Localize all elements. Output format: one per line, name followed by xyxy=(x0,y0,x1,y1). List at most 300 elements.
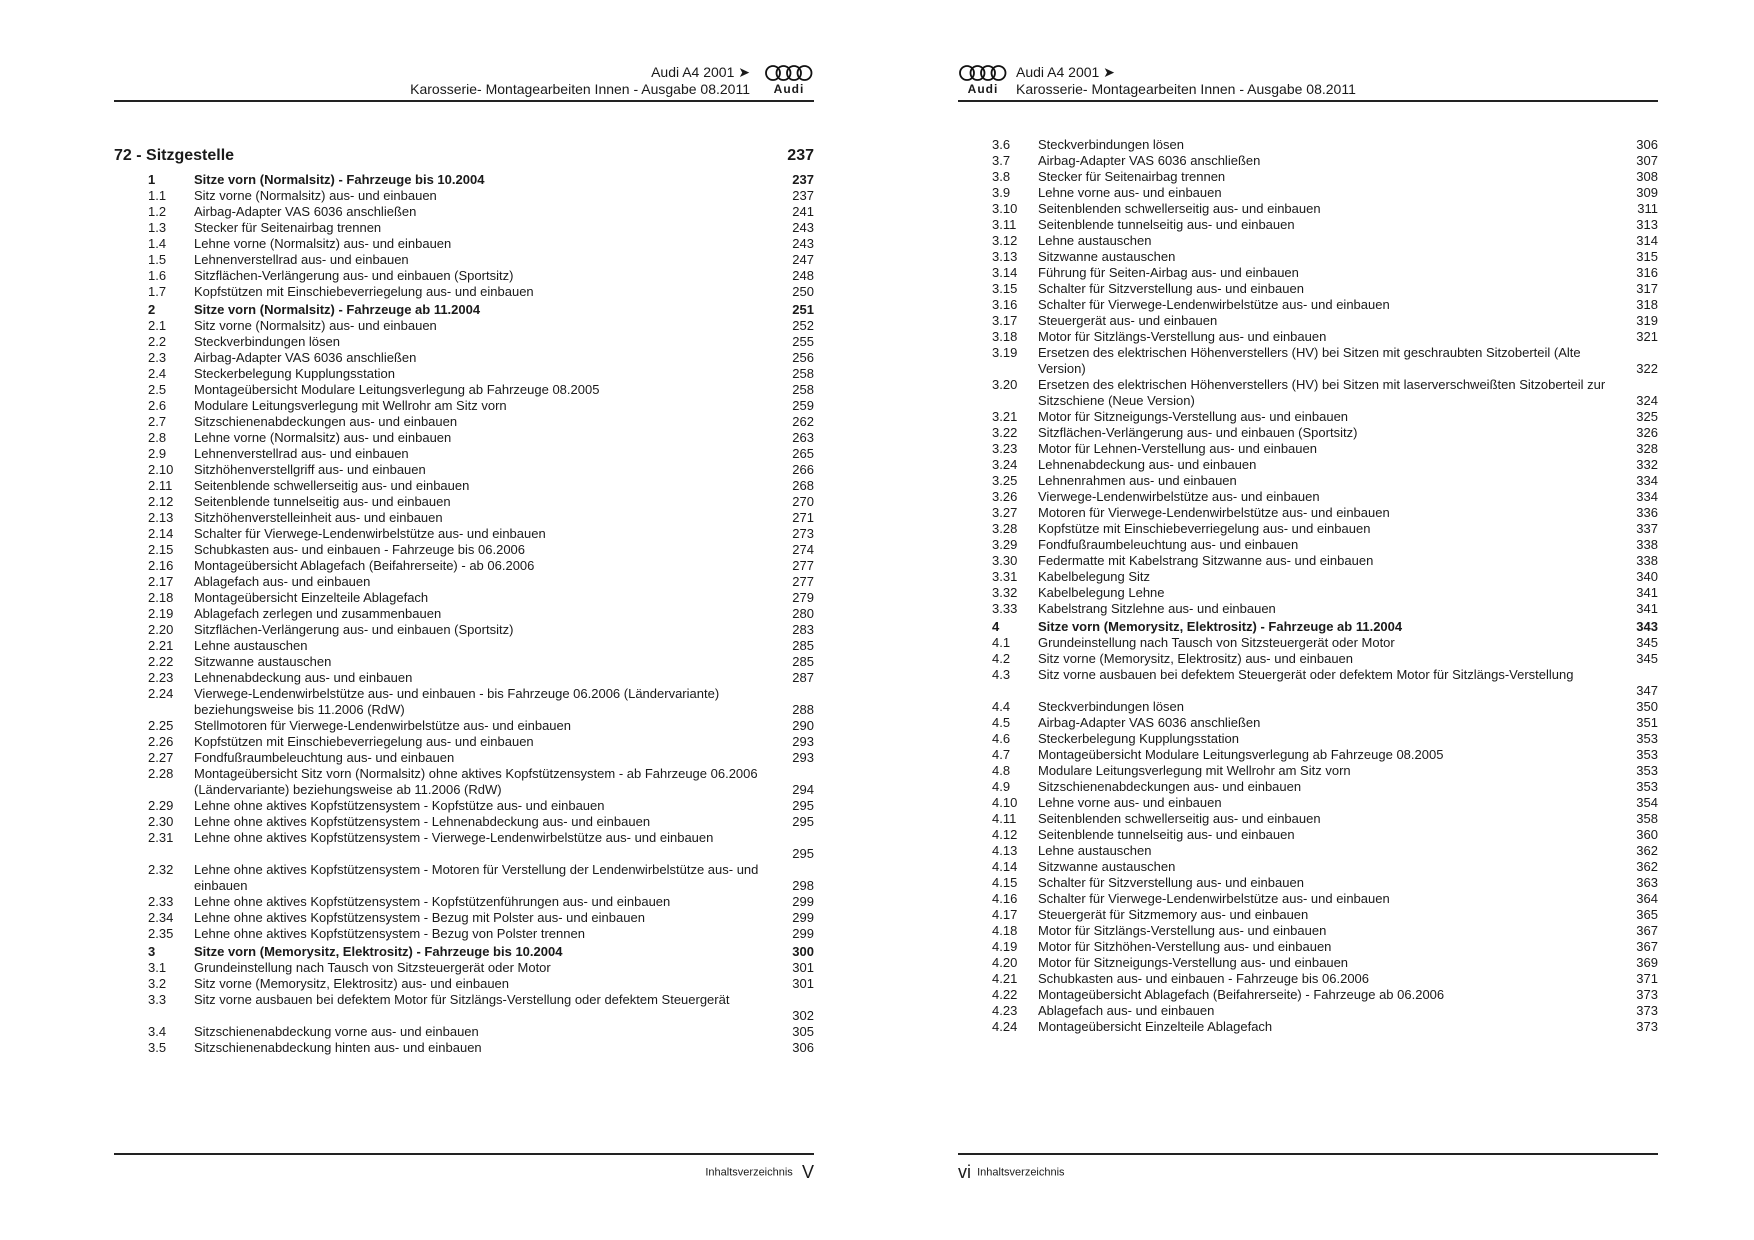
toc-entry-title: Stecker für Seitenairbag trennen xyxy=(1038,169,1226,184)
toc-entry xyxy=(114,398,814,414)
toc-entry-title: Sitzschienenabdeckungen aus- und einbauen xyxy=(1038,779,1302,794)
toc-entry-number: 4.14 xyxy=(992,859,1018,874)
toc-entry-title: Kopfstützen mit Einschiebeverriegelung aus- und einbauen xyxy=(194,734,534,749)
toc-entry-page: 285 xyxy=(792,638,814,653)
toc-entry-title: Airbag-Adapter VAS 6036 anschließen xyxy=(1038,153,1261,168)
toc-entry-number: 4.6 xyxy=(992,731,1011,746)
toc-entry-title: Steuergerät für Sitzmemory aus- und einbauen xyxy=(1038,907,1309,922)
toc-entry xyxy=(958,345,1658,377)
toc-entry-title: Seitenblende tunnelseitig aus- und einbauen xyxy=(1038,217,1295,232)
model-title: Audi A4 2001 ➤ xyxy=(1016,64,1115,80)
toc-entry xyxy=(114,992,814,1024)
header-divider xyxy=(114,100,814,102)
toc-entry-page: 314 xyxy=(1636,233,1658,248)
toc-entry xyxy=(114,976,814,992)
toc-entry-title: Schubkasten aus- und einbauen - Fahrzeuge bis 06.2006 xyxy=(194,542,526,557)
toc-entry-title: Seitenblende tunnelseitig aus- und einbauen xyxy=(1038,827,1295,842)
toc-entry xyxy=(958,875,1658,891)
toc-entry-page: 317 xyxy=(1636,281,1658,296)
toc-entry-title: Motoren für Vierwege-Lendenwirbelstütze aus- und einbauen xyxy=(1038,505,1390,520)
toc-entry-page: 373 xyxy=(1636,987,1658,1002)
toc-entry-title: Sitzhöhenverstelleinheit aus- und einbauen xyxy=(194,510,443,525)
toc-entry-number: 2.32 xyxy=(148,862,174,877)
toc-entry-page: 299 xyxy=(792,926,814,941)
toc-entry-page: 337 xyxy=(1636,521,1658,536)
toc-entry-number: 2.8 xyxy=(148,430,167,445)
toc-entry-number: 2.29 xyxy=(148,798,174,813)
toc-entry xyxy=(114,334,814,350)
toc-entry xyxy=(114,462,814,478)
toc-entry xyxy=(114,220,814,236)
toc-entry-page: 243 xyxy=(792,236,814,251)
toc-entry-number: 3.3 xyxy=(148,992,167,1007)
toc-entry-number: 4.3 xyxy=(992,667,1011,682)
toc-entry-page: 302 xyxy=(792,1008,814,1023)
toc-entry-number: 1.1 xyxy=(148,188,167,203)
toc-entry-title: Montageübersicht Modulare Leitungsverlegung ab Fahrzeuge 08.2005 xyxy=(194,382,600,397)
toc-entry xyxy=(114,414,814,430)
toc-entry-number: 2.24 xyxy=(148,686,174,701)
toc-entry xyxy=(114,750,814,766)
toc-entry-number: 3.18 xyxy=(992,329,1018,344)
toc-entry xyxy=(958,201,1658,217)
toc-entry xyxy=(958,891,1658,907)
brand-wordmark: Audi xyxy=(967,82,999,96)
toc-entry xyxy=(958,795,1658,811)
toc-entry-title: Sitze vorn (Memorysitz, Elektrositz) - Fahrzeuge ab 11.2004 xyxy=(1038,619,1403,634)
toc-entry-title: Sitze vorn (Normalsitz) - Fahrzeuge bis 10.2004 xyxy=(194,172,485,187)
page-footer xyxy=(705,1162,814,1183)
toc-entry-number: 2.11 xyxy=(148,478,173,493)
toc-entry xyxy=(958,827,1658,843)
toc-entry-page: 293 xyxy=(792,750,814,765)
toc-entry xyxy=(958,747,1658,763)
toc-entry-number: 3.31 xyxy=(992,569,1018,584)
toc-entry-page: 283 xyxy=(792,622,814,637)
footer-label: Inhaltsverzeichnis xyxy=(705,1166,793,1179)
toc-entry xyxy=(958,635,1658,651)
toc-entry-title: Ersetzen des elektrischen Höhenverstellers (HV) bei Sitzen mit geschraubten Sitzoberteil (Alte Version) xyxy=(1038,345,1581,376)
toc-entry-page: 332 xyxy=(1636,457,1658,472)
toc-entry-title: Schalter für Vierwege-Lendenwirbelstütze aus- und einbauen xyxy=(1038,297,1390,312)
toc-entry-number: 3.28 xyxy=(992,521,1018,536)
toc-entry xyxy=(114,188,814,204)
toc-entry xyxy=(958,521,1658,537)
toc-entry-page: 321 xyxy=(1636,329,1658,344)
header-divider xyxy=(958,100,1658,102)
toc-entry-title: Lehne ohne aktives Kopfstützensystem - Bezug mit Polster aus- und einbauen xyxy=(194,910,645,925)
toc-entry-page: 373 xyxy=(1636,1019,1658,1034)
toc-entry-page: 299 xyxy=(792,894,814,909)
toc-entry-page: 308 xyxy=(1636,169,1658,184)
manual-subtitle: Karosserie- Montagearbeiten Innen - Ausgabe 08.2011 xyxy=(410,81,750,97)
toc-entry-title: Vierwege-Lendenwirbelstütze aus- und einbauen xyxy=(1038,489,1320,504)
toc-entry-title: Schalter für Vierwege-Lendenwirbelstütze aus- und einbauen xyxy=(1038,891,1390,906)
toc-entry-page: 334 xyxy=(1636,473,1658,488)
toc-entry-page: 277 xyxy=(792,558,814,573)
footer-label: Inhaltsverzeichnis xyxy=(977,1166,1065,1179)
toc-entry-page: 367 xyxy=(1636,939,1658,954)
toc-entry-number: 3.16 xyxy=(992,297,1018,312)
toc-entry-title: Lehne austauschen xyxy=(1038,843,1152,858)
toc-entry-page: 315 xyxy=(1636,249,1658,264)
toc-entry-page: 345 xyxy=(1636,635,1658,650)
toc-entry-number: 3 xyxy=(148,944,156,959)
audi-logo xyxy=(958,64,1008,98)
toc-entry xyxy=(958,153,1658,169)
toc-entry-number: 2.5 xyxy=(148,382,167,397)
toc-entry xyxy=(958,553,1658,569)
toc-entry-title: Fondfußraumbeleuchtung aus- und einbauen xyxy=(194,750,455,765)
toc-entry xyxy=(958,185,1658,201)
toc-entry-number: 2.31 xyxy=(148,830,174,845)
toc-entry-title: Stecker für Seitenairbag trennen xyxy=(194,220,382,235)
toc-entry-page: 298 xyxy=(792,878,814,893)
toc-entry-page: 295 xyxy=(792,814,814,829)
toc-entry-number: 4.5 xyxy=(992,715,1011,730)
toc-entry-page: 241 xyxy=(792,204,814,219)
toc-entry-number: 3.32 xyxy=(992,585,1018,600)
toc-entry-number: 4.9 xyxy=(992,779,1011,794)
toc-entry-number: 4.12 xyxy=(992,827,1018,842)
toc-entry-title: Motor für Sitzhöhen-Verstellung aus- und einbauen xyxy=(1038,939,1332,954)
toc-entry-title: Sitz vorne ausbauen bei defektem Motor für Sitzlängs-Verstellung oder defektem Steuergerät xyxy=(194,992,730,1007)
toc-entry-page: 367 xyxy=(1636,923,1658,938)
toc-entry-page: 362 xyxy=(1636,859,1658,874)
toc-entry-title: Sitzwanne austauschen xyxy=(194,654,332,669)
toc-entry-title: Montageübersicht Einzelteile Ablagefach xyxy=(1038,1019,1273,1034)
toc-entry-title: Führung für Seiten-Airbag aus- und einbauen xyxy=(1038,265,1299,280)
toc-entry-page: 273 xyxy=(792,526,814,541)
toc-entry-page: 307 xyxy=(1636,153,1658,168)
toc-entry xyxy=(958,265,1658,281)
toc-entry-page: 345 xyxy=(1636,651,1658,666)
toc-entry-page: 271 xyxy=(792,510,814,525)
toc-entry-title: Sitzflächen-Verlängerung aus- und einbauen (Sportsitz) xyxy=(194,268,514,283)
toc-entry-title: Lehne austauschen xyxy=(1038,233,1152,248)
toc-entry-number: 3.13 xyxy=(992,249,1018,264)
toc-entry-number: 2.23 xyxy=(148,670,174,685)
toc-entry-page: 290 xyxy=(792,718,814,733)
toc-entry xyxy=(958,137,1658,153)
toc-entry-title: Stellmotoren für Vierwege-Lendenwirbelstütze aus- und einbauen xyxy=(194,718,571,733)
toc-entry-number: 3.30 xyxy=(992,553,1018,568)
toc-entry-title: Modulare Leitungsverlegung mit Wellrohr am Sitz vorn xyxy=(1038,763,1351,778)
toc-entry-number: 2.33 xyxy=(148,894,174,909)
toc-entry-number: 4.1 xyxy=(992,635,1011,650)
toc-entry-number: 4.22 xyxy=(992,987,1018,1002)
toc-entry-number: 4.17 xyxy=(992,907,1018,922)
toc-entry-page: 360 xyxy=(1636,827,1658,842)
toc-entry-number: 3.29 xyxy=(992,537,1018,552)
toc-entry-page: 340 xyxy=(1636,569,1658,584)
toc-entry-number: 2.18 xyxy=(148,590,174,605)
toc-entry-number: 1.7 xyxy=(148,284,167,299)
toc-entry-page: 285 xyxy=(792,654,814,669)
toc-entry xyxy=(958,585,1658,601)
toc-entry xyxy=(114,366,814,382)
toc-entry xyxy=(114,430,814,446)
toc-entry-page: 243 xyxy=(792,220,814,235)
toc-entry-title: Schalter für Sitzverstellung aus- und einbauen xyxy=(1038,281,1304,296)
toc-entry xyxy=(958,489,1658,505)
toc-entry-number: 2.25 xyxy=(148,718,174,733)
toc-entry-number: 4.15 xyxy=(992,875,1018,890)
toc-entry-page: 343 xyxy=(1636,619,1658,634)
toc-entry-number: 3.2 xyxy=(148,976,167,991)
toc-entry-title: Schalter für Vierwege-Lendenwirbelstütze aus- und einbauen xyxy=(194,526,546,541)
toc-entry xyxy=(114,494,814,510)
toc-entry xyxy=(958,569,1658,585)
toc-entry-number: 3.4 xyxy=(148,1024,167,1039)
toc-entry xyxy=(114,766,814,798)
toc-entry-page: 311 xyxy=(1637,201,1658,216)
toc-entry-number: 3.9 xyxy=(992,185,1011,200)
toc-entry-page: 318 xyxy=(1636,297,1658,312)
toc-entry-page: 358 xyxy=(1636,811,1658,826)
toc-entry-page: 259 xyxy=(792,398,814,413)
toc-entry-title: Sitz vorne ausbauen bei defektem Steuergerät oder defektem Motor für Sitzlängs-Verstellung xyxy=(1038,667,1574,682)
toc-entry-number: 2.14 xyxy=(148,526,174,541)
toc-entry-page: 263 xyxy=(792,430,814,445)
toc-entry-number: 2.15 xyxy=(148,542,174,557)
toc-entry-number: 4.4 xyxy=(992,699,1011,714)
toc-entry-title: Lehnenabdeckung aus- und einbauen xyxy=(194,670,413,685)
toc-entry-number: 3.7 xyxy=(992,153,1011,168)
toc-entry xyxy=(958,763,1658,779)
toc-entry-title: Kopfstützen mit Einschiebeverriegelung aus- und einbauen xyxy=(194,284,534,299)
toc-entry-page: 295 xyxy=(792,798,814,813)
toc-entry xyxy=(114,1040,814,1056)
toc-entry-title: Lehne ohne aktives Kopfstützensystem - Lehnenabdeckung aus- und einbauen xyxy=(194,814,651,829)
toc-entry xyxy=(958,843,1658,859)
toc-entry xyxy=(958,537,1658,553)
toc-entry-number: 2.28 xyxy=(148,766,174,781)
toc-entry xyxy=(114,814,814,830)
toc-entry-number: 3.6 xyxy=(992,137,1011,152)
toc-entry xyxy=(114,574,814,590)
toc-entry-page: 301 xyxy=(792,976,814,991)
toc-entry xyxy=(114,718,814,734)
footer-divider xyxy=(114,1153,814,1155)
toc-entry xyxy=(958,811,1658,827)
toc-entry xyxy=(958,939,1658,955)
toc-entry-number: 4.2 xyxy=(992,651,1011,666)
toc-entry xyxy=(114,252,814,268)
toc-chapter xyxy=(958,619,1658,635)
toc-entry-number: 3.5 xyxy=(148,1040,167,1055)
toc-entry-number: 2.21 xyxy=(148,638,174,653)
toc-entry-title: Steckerbelegung Kupplungsstation xyxy=(194,366,395,381)
toc-entry-title: Sitzschienenabdeckungen aus- und einbauen xyxy=(194,414,458,429)
toc-entry-title: Montageübersicht Ablagefach (Beifahrerseite) - Fahrzeuge ab 06.2006 xyxy=(1038,987,1445,1002)
toc-entry-title: Seitenblende tunnelseitig aus- und einbauen xyxy=(194,494,451,509)
toc-entry-page: 265 xyxy=(792,446,814,461)
toc-entry-number: 4.16 xyxy=(992,891,1018,906)
toc-entry-title: Steckverbindungen lösen xyxy=(1038,137,1184,152)
toc-entry-page: 309 xyxy=(1636,185,1658,200)
toc-entry-number: 4.24 xyxy=(992,1019,1018,1034)
toc-entry-title: Sitzflächen-Verlängerung aus- und einbauen (Sportsitz) xyxy=(1038,425,1358,440)
toc-entry-page: 274 xyxy=(792,542,814,557)
toc-entry-title: Sitzwanne austauschen xyxy=(1038,249,1176,264)
toc-entry-title: Sitzwanne austauschen xyxy=(1038,859,1176,874)
toc-entry-title: Sitz vorne (Memorysitz, Elektrositz) aus- und einbauen xyxy=(194,976,510,991)
toc-entry-title: Grundeinstellung nach Tausch von Sitzsteuergerät oder Motor xyxy=(194,960,551,975)
toc-entry-number: 2.26 xyxy=(148,734,174,749)
toc-entry-title: Lehnenverstellrad aus- und einbauen xyxy=(194,252,409,267)
toc-entry xyxy=(958,971,1658,987)
toc-entry-page: 364 xyxy=(1636,891,1658,906)
toc-entry-title: Airbag-Adapter VAS 6036 anschließen xyxy=(1038,715,1261,730)
toc-entry-title: Kabelbelegung Sitz xyxy=(1038,569,1151,584)
toc-entry-page: 295 xyxy=(792,846,814,861)
toc-entry xyxy=(114,670,814,686)
toc-entry-number: 3.17 xyxy=(992,313,1018,328)
toc-entry-page: 252 xyxy=(792,318,814,333)
toc-entry-page: 306 xyxy=(1636,137,1658,152)
toc-entry-title: Sitz vorne (Normalsitz) aus- und einbauen xyxy=(194,188,437,203)
toc-entry-title: Lehne ohne aktives Kopfstützensystem - Bezug von Polster trennen xyxy=(194,926,585,941)
toc-entry xyxy=(114,204,814,220)
toc-entry-title: Airbag-Adapter VAS 6036 anschließen xyxy=(194,350,417,365)
toc-entry-number: 1 xyxy=(148,172,156,187)
toc-entry-number: 3.8 xyxy=(992,169,1011,184)
toc-entry xyxy=(114,622,814,638)
toc-entry-page: 305 xyxy=(792,1024,814,1039)
toc-entry-number: 2.22 xyxy=(148,654,174,669)
toc-entry-title: Sitz vorne (Memorysitz, Elektrositz) aus- und einbauen xyxy=(1038,651,1354,666)
toc-entry-page: 294 xyxy=(792,782,814,797)
toc-entry-page: 301 xyxy=(792,960,814,975)
toc-entry-title: Lehne vorne aus- und einbauen xyxy=(1038,795,1222,810)
toc-entry-title: Lehne vorne (Normalsitz) aus- und einbauen xyxy=(194,430,452,445)
page-header xyxy=(114,64,814,102)
toc-entry-page: 338 xyxy=(1636,553,1658,568)
toc-entry-number: 4.11 xyxy=(992,811,1017,826)
toc-entry-number: 1.6 xyxy=(148,268,167,283)
toc-entry-page: 248 xyxy=(792,268,814,283)
toc-entry xyxy=(114,1024,814,1040)
toc-entry-title: Montageübersicht Modulare Leitungsverlegung ab Fahrzeuge 08.2005 xyxy=(1038,747,1444,762)
toc-entry-page: 369 xyxy=(1636,955,1658,970)
toc-entry-number: 1.2 xyxy=(148,204,167,219)
toc-entry-page: 270 xyxy=(792,494,814,509)
toc-entry-title: Steckerbelegung Kupplungsstation xyxy=(1038,731,1239,746)
toc-entry-page: 336 xyxy=(1636,505,1658,520)
toc-entry xyxy=(114,558,814,574)
audi-rings-icon xyxy=(764,64,814,82)
toc-entry xyxy=(958,377,1658,409)
toc-entry-title: Modulare Leitungsverlegung mit Wellrohr am Sitz vorn xyxy=(194,398,507,413)
toc-entry xyxy=(114,862,814,894)
toc-entry-number: 3.24 xyxy=(992,457,1018,472)
toc-entry-title: Lehne vorne aus- und einbauen xyxy=(1038,185,1222,200)
toc-entry-title: Sitzhöhenverstellgriff aus- und einbauen xyxy=(194,462,426,477)
toc-entry-title: Steuergerät aus- und einbauen xyxy=(1038,313,1218,328)
toc-entry-page: 293 xyxy=(792,734,814,749)
toc-entry-title: Montageübersicht Sitz vorn (Normalsitz) ohne aktives Kopfstützensystem - ab Fahrzeuge 06.2006 (Ländervariante) beziehungsweise ab 11.2006 (RdW) xyxy=(194,766,758,797)
toc-entry xyxy=(114,960,814,976)
toc-entry-number: 3.20 xyxy=(992,377,1018,392)
toc-entry-title: Montageübersicht Einzelteile Ablagefach xyxy=(194,590,429,605)
toc-entry-page: 268 xyxy=(792,478,814,493)
toc-entry-page: 313 xyxy=(1636,217,1658,232)
model-title: Audi A4 2001 ➤ xyxy=(651,64,750,80)
toc-entry xyxy=(114,268,814,284)
toc-entry-page: 373 xyxy=(1636,1003,1658,1018)
brand-wordmark: Audi xyxy=(773,82,805,96)
toc-entry-page: 351 xyxy=(1636,715,1658,730)
toc-entry xyxy=(958,667,1658,699)
toc-entry-number: 3.27 xyxy=(992,505,1018,520)
toc-entry-title: Sitze vorn (Memorysitz, Elektrositz) - Fahrzeuge bis 10.2004 xyxy=(194,944,563,959)
toc-entry-title: Lehnenrahmen aus- und einbauen xyxy=(1038,473,1237,488)
toc-entry-page: 371 xyxy=(1636,971,1658,986)
toc-entry xyxy=(114,382,814,398)
toc-entry xyxy=(958,169,1658,185)
toc-entry-title: Motor für Sitzlängs-Verstellung aus- und einbauen xyxy=(1038,923,1327,938)
toc-entry-number: 3.15 xyxy=(992,281,1018,296)
toc-entry xyxy=(958,329,1658,345)
toc-entry-page: 316 xyxy=(1636,265,1658,280)
toc-entry-page: 262 xyxy=(792,414,814,429)
toc-entry-number: 3.14 xyxy=(992,265,1018,280)
toc-entry-number: 2.6 xyxy=(148,398,167,413)
toc-entry-page: 324 xyxy=(1636,393,1658,408)
toc-entry-page: 341 xyxy=(1636,585,1658,600)
toc-entry xyxy=(114,542,814,558)
toc-entry xyxy=(958,907,1658,923)
toc-entry-number: 3.21 xyxy=(992,409,1018,424)
toc-entry-title: Fondfußraumbeleuchtung aus- und einbauen xyxy=(1038,537,1299,552)
toc-entry xyxy=(114,590,814,606)
toc-entry-number: 4.23 xyxy=(992,1003,1018,1018)
audi-rings-icon xyxy=(958,64,1008,82)
toc-entry-number: 2.30 xyxy=(148,814,174,829)
toc-entry xyxy=(958,923,1658,939)
toc-entry xyxy=(114,510,814,526)
toc-entry-number: 2.34 xyxy=(148,910,174,925)
toc-entry-page: 338 xyxy=(1636,537,1658,552)
toc-entry-page: 299 xyxy=(792,910,814,925)
toc-entry-page: 279 xyxy=(792,590,814,605)
toc-entry-page: 258 xyxy=(792,366,814,381)
toc-entry-number: 4.20 xyxy=(992,955,1018,970)
toc-entry-page: 237 xyxy=(787,147,814,164)
toc-entry-page: 326 xyxy=(1636,425,1658,440)
toc-entry-page: 363 xyxy=(1636,875,1658,890)
toc-entry xyxy=(958,731,1658,747)
toc-entry xyxy=(958,249,1658,265)
toc-entry-number: 2.13 xyxy=(148,510,174,525)
toc-entry-page: 322 xyxy=(1636,361,1658,376)
audi-logo xyxy=(764,64,814,98)
toc-entry xyxy=(114,236,814,252)
toc-entry-title: Steckverbindungen lösen xyxy=(1038,699,1184,714)
toc-entry-page: 237 xyxy=(792,188,814,203)
toc-entry-number: 2.12 xyxy=(148,494,174,509)
toc-entry-page: 277 xyxy=(792,574,814,589)
toc-entry-title: Seitenblende schwellerseitig aus- und einbauen xyxy=(194,478,470,493)
toc-entry-title: Federmatte mit Kabelstrang Sitzwanne aus- und einbauen xyxy=(1038,553,1374,568)
toc-entry-number: 2.2 xyxy=(148,334,167,349)
toc-entry xyxy=(958,715,1658,731)
toc-entry-page: 350 xyxy=(1636,699,1658,714)
toc-entry-title: Airbag-Adapter VAS 6036 anschließen xyxy=(194,204,417,219)
toc-entry-number: 2.3 xyxy=(148,350,167,365)
toc-entry-page: 319 xyxy=(1636,313,1658,328)
